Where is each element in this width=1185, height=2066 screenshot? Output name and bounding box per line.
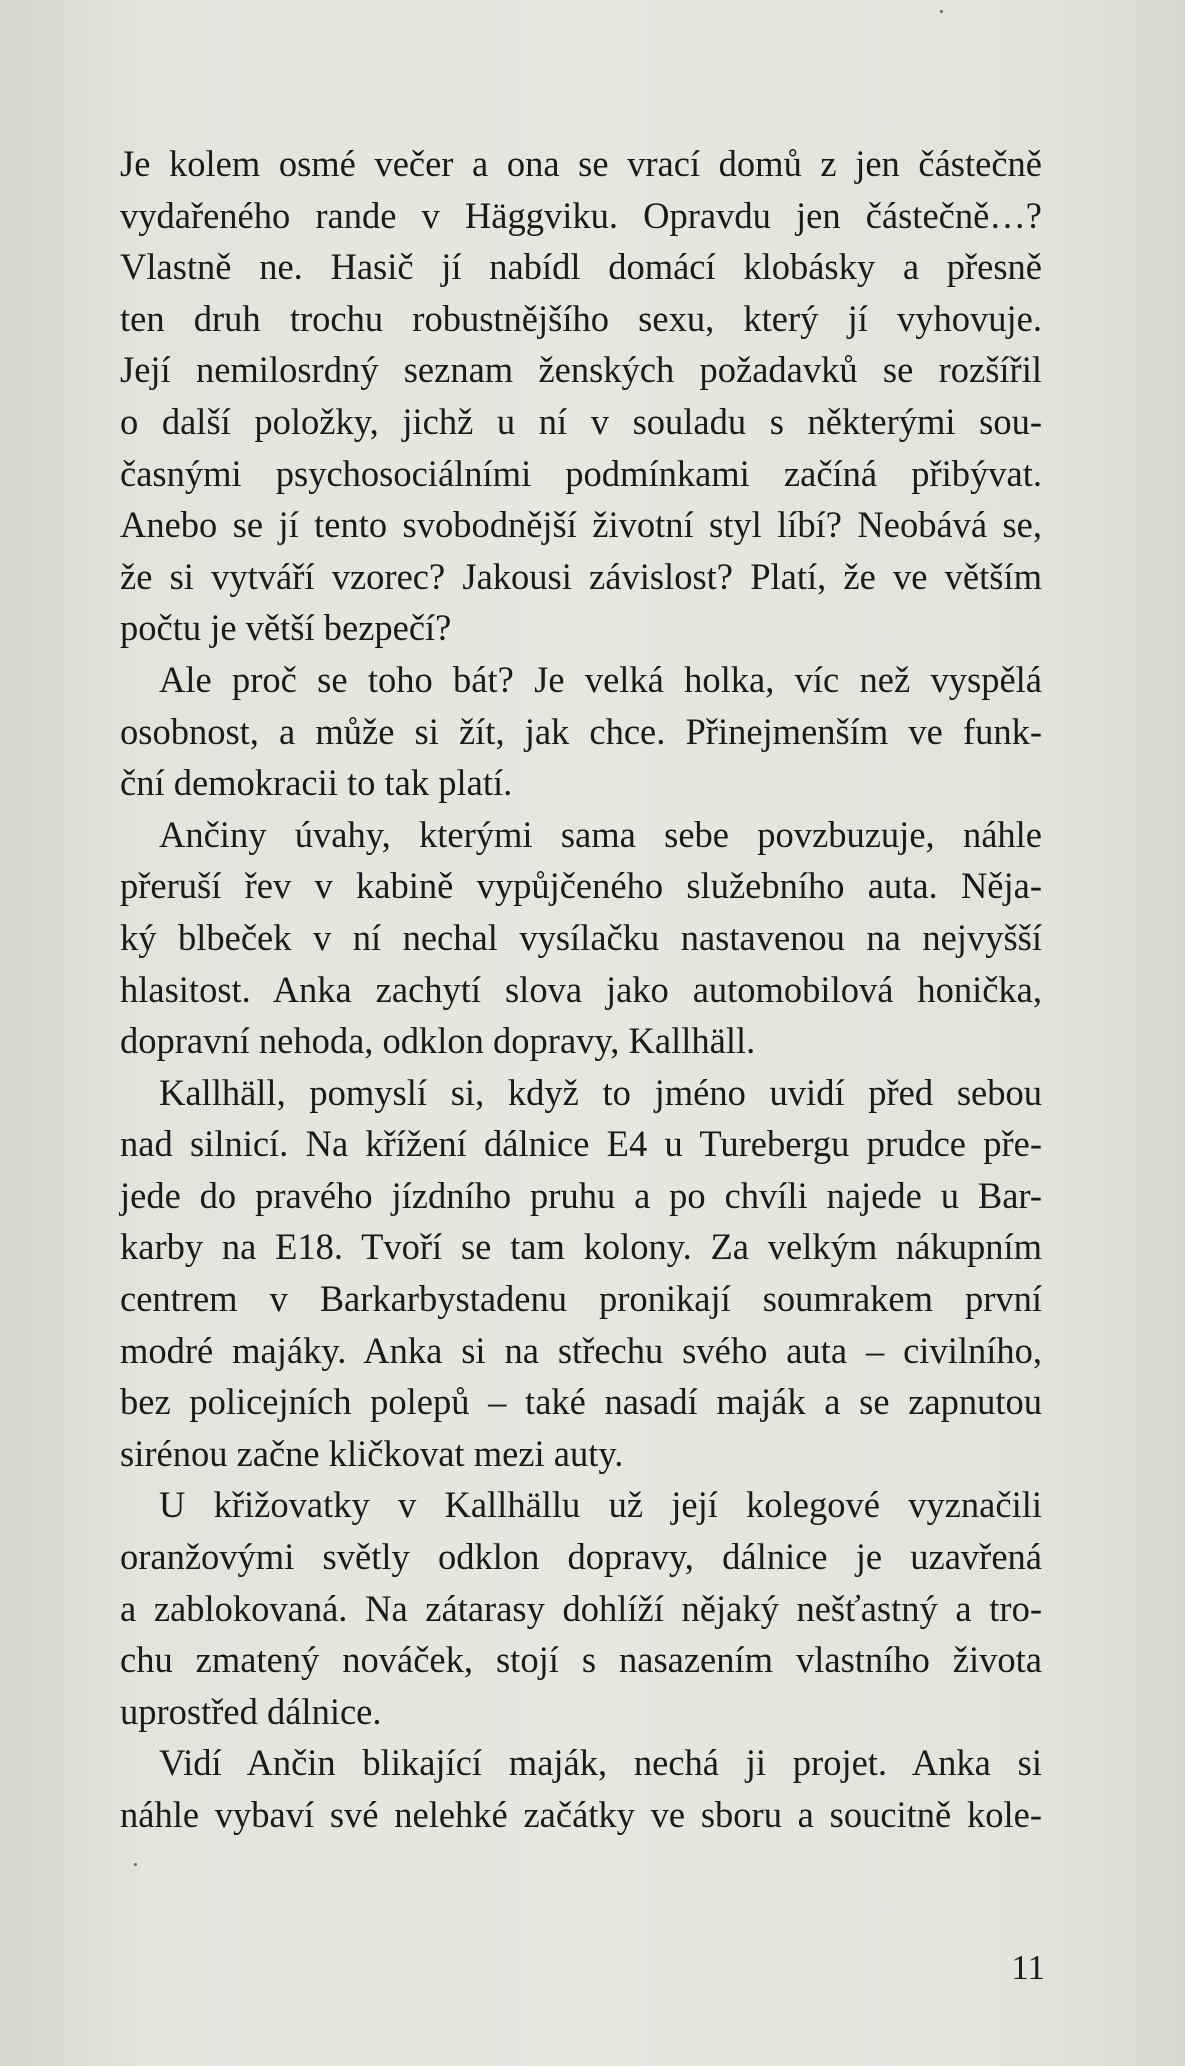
paragraph [120, 809, 1042, 1067]
text-line: bez policejních polepů – také nasadí maják a se zapnutou [120, 1381, 1042, 1423]
text-line: modré majáky. Anka si na střechu svého auta – civilního, [120, 1329, 1042, 1371]
speck [940, 10, 943, 13]
text-line: přeruší řev v kabině vypůjčeného služebního auta. Něja- [120, 865, 1042, 907]
body-text [120, 138, 1042, 1841]
text-line: Vidí Ančin blikající maják, nechá ji projet. Anka si [159, 1742, 1042, 1784]
paragraph [120, 654, 1042, 809]
text-line: Kallhäll, pomyslí si, když to jméno uvidí před sebou [159, 1071, 1042, 1113]
text-line: U křižovatky v Kallhällu už její kolegové vyznačili [159, 1484, 1042, 1526]
text-line: chu zmatený nováček, stojí s nasazením vlastního života [120, 1639, 1042, 1681]
text-line: Ančiny úvahy, kterými sama sebe povzbuzuje, náhle [159, 813, 1042, 855]
text-line: uprostřed dálnice. [120, 1690, 382, 1732]
text-line: sirénou začne kličkovat mezi auty. [120, 1432, 624, 1474]
text-line: ký blbeček v ní nechal vysílačku nastavenou na nejvyšší [120, 916, 1042, 958]
speck [134, 1863, 137, 1866]
paragraph [120, 1067, 1042, 1480]
text-line: Ale proč se toho bát? Je velká holka, víc než vyspělá [159, 658, 1042, 700]
text-line: časnými psychosociálními podmínkami začíná přibývat. [120, 452, 1042, 494]
text-line: Anebo se jí tento svobodnější životní styl líbí? Neobává se, [120, 504, 1042, 546]
text-line: o další položky, jichž u ní v souladu s některými sou- [120, 400, 1042, 442]
paragraph [120, 138, 1042, 654]
text-line: karby na E18. Tvoří se tam kolony. Za velkým nákupním [120, 1226, 1042, 1268]
text-line: dopravní nehoda, odklon dopravy, Kallhäll. [120, 1020, 756, 1062]
text-line: Vlastně ne. Hasič jí nabídl domácí klobásky a přesně [120, 246, 1042, 288]
text-line: centrem v Barkarbystadenu pronikají soumrakem první [120, 1278, 1042, 1320]
text-line: osobnost, a může si žít, jak chce. Přinejmenším ve funk- [120, 710, 1042, 752]
text-line: oranžovými světly odklon dopravy, dálnice je uzavřená [120, 1536, 1042, 1578]
text-line: jede do pravého jízdního pruhu a po chvíli najede u Bar- [120, 1174, 1042, 1216]
paragraph [120, 1479, 1042, 1737]
text-line: ční demokracii to tak platí. [120, 762, 513, 804]
text-line: Její nemilosrdný seznam ženských požadavků se rozšířil [120, 349, 1042, 391]
text-line: ten druh trochu robustnějšího sexu, který jí vyhovuje. [120, 297, 1042, 339]
text-line: náhle vybaví své nelehké začátky ve sboru a soucitně kole- [120, 1794, 1042, 1835]
page-number: 11 [1011, 1948, 1045, 1987]
text-line: nad silnicí. Na křížení dálnice E4 u Turebergu prudce pře- [120, 1123, 1042, 1165]
text-line: počtu je větší bezpečí? [120, 607, 452, 649]
text-line: že si vytváří vzorec? Jakousi závislost? Platí, že ve větším [120, 555, 1042, 597]
text-line: Je kolem osmé večer a ona se vrací domů z jen částečně [120, 143, 1042, 184]
text-line: hlasitost. Anka zachytí slova jako automobilová honička, [120, 968, 1042, 1010]
text-line: vydařeného rande v Häggviku. Opravdu jen částečně…? [120, 194, 1042, 236]
paragraph [120, 1737, 1042, 1840]
text-line: a zablokovaná. Na zátarasy dohlíží nějaký nešťastný a tro- [120, 1587, 1042, 1629]
